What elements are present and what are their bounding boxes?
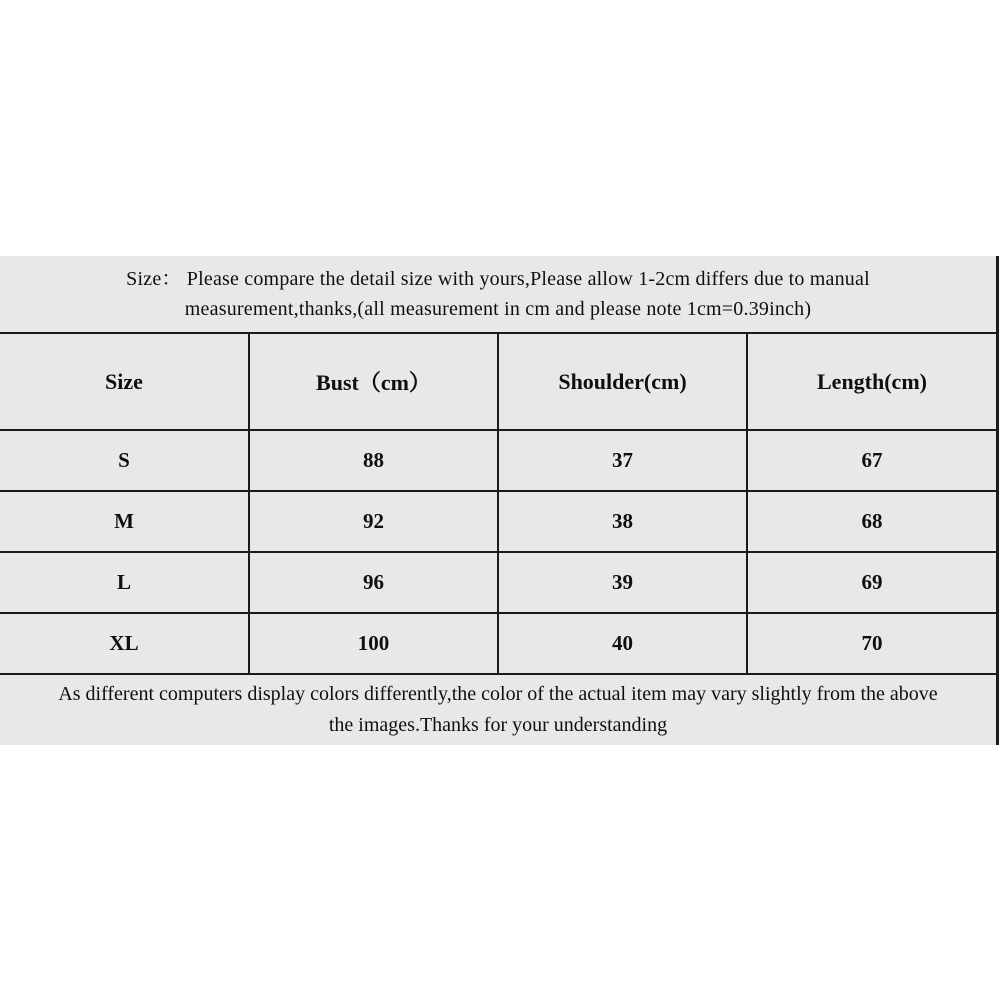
cell-length: 70 [747, 613, 996, 674]
table-row-l [0, 552, 996, 613]
cell-shoulder: 37 [498, 430, 747, 491]
color-disclaimer-line1: As different computers display colors differently,the color of the actual item may vary slightly from the above [58, 683, 938, 705]
cell-size: XL [0, 613, 249, 674]
cell-bust: 96 [249, 552, 498, 613]
color-disclaimer [0, 675, 996, 745]
cell-shoulder: 38 [498, 491, 747, 552]
cell-size: S [0, 430, 249, 491]
cell-length: 67 [747, 430, 996, 491]
cell-size: L [0, 552, 249, 613]
table-row-m [0, 491, 996, 552]
col-header-length: Length(cm) [747, 333, 996, 430]
size-note-line1: Size： Please compare the detail size with yours,Please allow 1-2cm differs due to manual [126, 268, 870, 290]
col-header-size: Size [0, 333, 249, 430]
table-row-s [0, 430, 996, 491]
col-header-bust: Bust（cm） [249, 333, 498, 430]
size-note [0, 256, 996, 332]
cell-shoulder: 39 [498, 552, 747, 613]
cell-shoulder: 40 [498, 613, 747, 674]
cell-bust: 88 [249, 430, 498, 491]
size-chart-panel [0, 256, 999, 745]
size-table-header-row [0, 333, 996, 430]
cell-size: M [0, 491, 249, 552]
cell-length: 69 [747, 552, 996, 613]
size-note-line2: measurement,thanks,(all measurement in cm and please note 1cm=0.39inch) [184, 298, 812, 320]
table-row-xl [0, 613, 996, 674]
col-header-shoulder: Shoulder(cm) [498, 333, 747, 430]
cell-length: 68 [747, 491, 996, 552]
size-table [0, 332, 996, 675]
cell-bust: 100 [249, 613, 498, 674]
color-disclaimer-line2: the images.Thanks for your understanding [328, 714, 668, 736]
cell-bust: 92 [249, 491, 498, 552]
